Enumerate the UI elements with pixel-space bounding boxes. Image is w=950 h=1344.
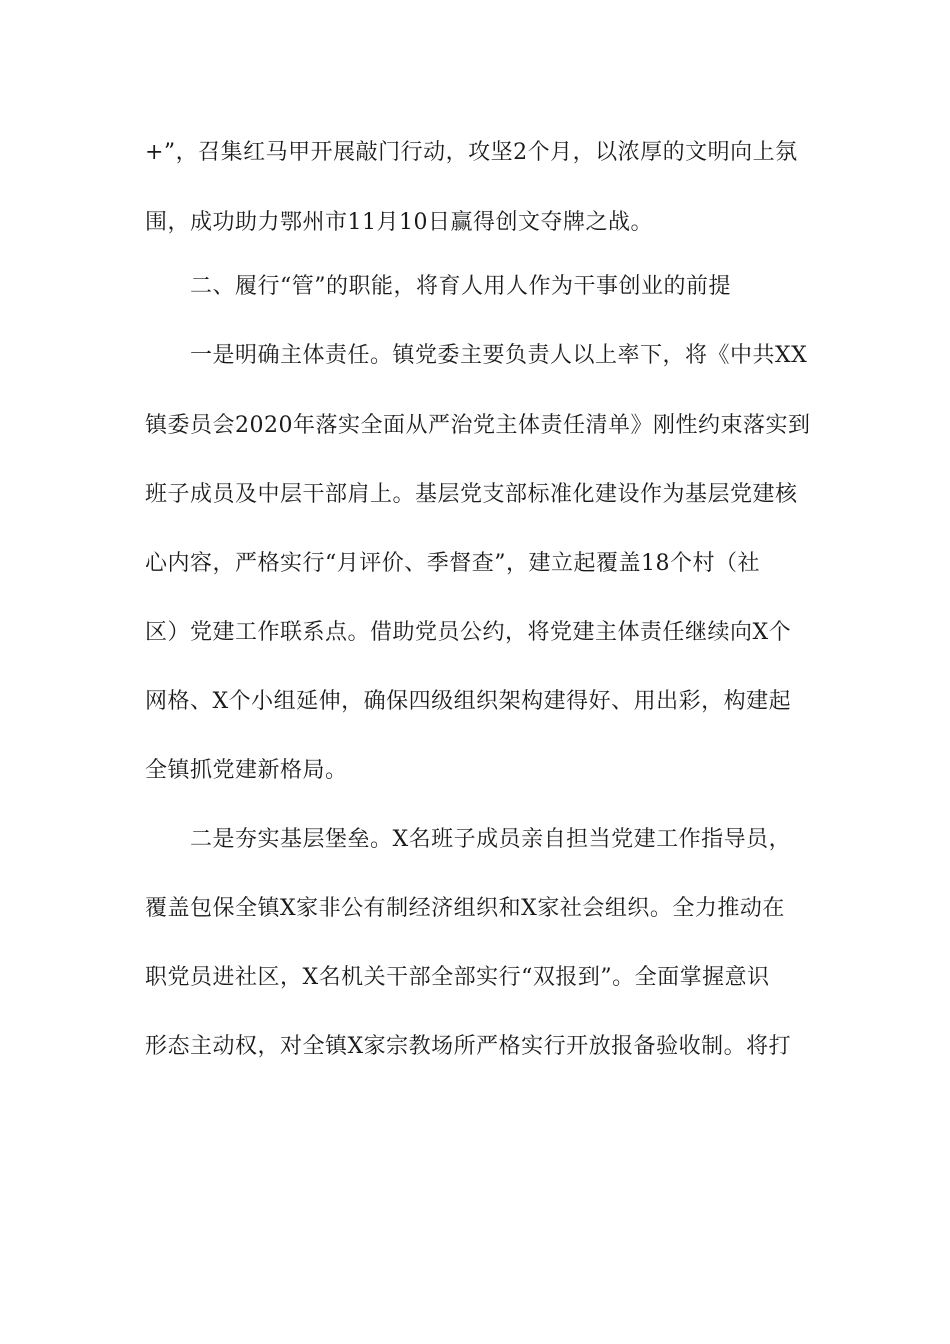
section-heading-2: 二、履行“管”的职能，将育人用人作为干事创业的前提 — [190, 274, 731, 299]
paragraph-continuation-line-2: 围，成功助力鄂州市11月10日赢得创文夺牌之战。 — [145, 210, 653, 235]
paragraph-1-line-7: 全镇抓党建新格局。 — [145, 758, 348, 783]
paragraph-2-line-3: 职党员进社区，X名机关干部全部实行“双报到”。全面掌握意识 — [145, 965, 770, 990]
paragraph-1-line-2: 镇委员会2020年落实全面从严治党主体责任清单》刚性约束落实到 — [145, 413, 811, 438]
paragraph-2-line-1: 二是夯实基层堡垒。X名班子成员亲自担当党建工作指导员， — [190, 827, 792, 852]
paragraph-1-line-1: 一是明确主体责任。镇党委主要负责人以上率下，将《中共XX — [190, 343, 808, 368]
paragraph-1-line-4: 心内容，严格实行“月评价、季督查”，建立起覆盖18个村（社 — [145, 551, 760, 576]
paragraph-1-line-6: 网格、X个小组延伸，确保四级组织架构建得好、用出彩，构建起 — [145, 689, 792, 714]
paragraph-2-line-4: 形态主动权，对全镇X家宗教场所严格实行开放报备验收制。将打 — [145, 1034, 792, 1059]
paragraph-1-line-3: 班子成员及中层干部肩上。基层党支部标准化建设作为基层党建核 — [145, 482, 798, 507]
paragraph-1-line-5: 区）党建工作联系点。借助党员公约，将党建主体责任继续向X个 — [145, 620, 792, 645]
paragraph-continuation-line-1: +”，召集红马甲开展敲门行动，攻坚2个月，以浓厚的文明向上氛 — [145, 140, 798, 165]
paragraph-2-line-2: 覆盖包保全镇X家非公有制经济组织和X家社会组织。全力推动在 — [145, 896, 785, 921]
